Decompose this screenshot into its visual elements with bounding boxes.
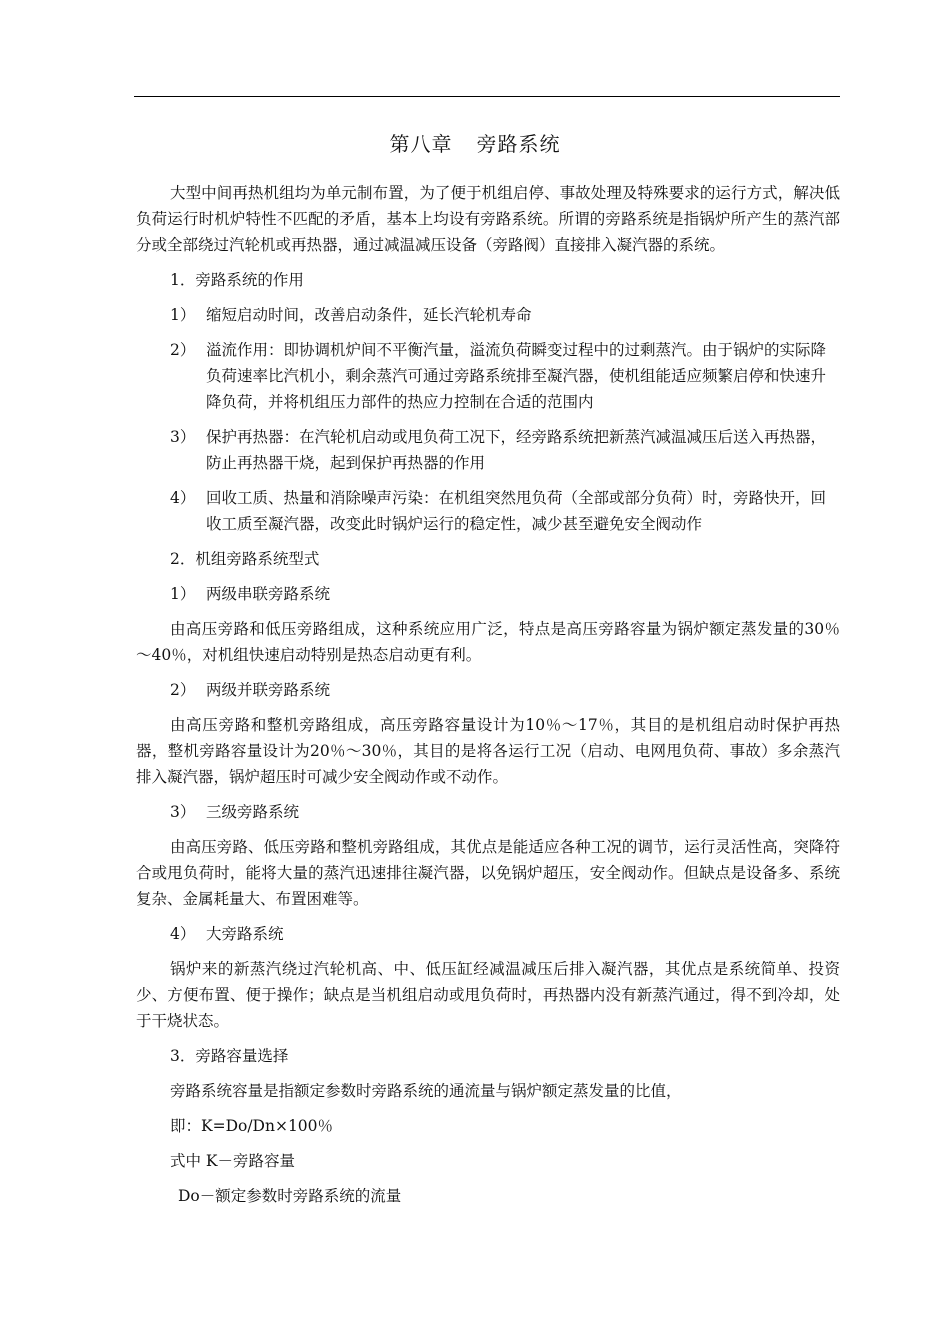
header-rule [134,96,840,97]
section-title: 旁路系统的作用 [195,271,304,289]
item-number: 3） [170,428,196,446]
subsection-paragraph: 由高压旁路、低压旁路和整机旁路组成，其优点是能适应各种工况的调节，运行灵活性高，突降符合或甩负荷时，能将大量的蒸汽迅速排往凝汽器，以免锅炉超压，安全阀动作。但缺点是设备多、系统复杂、金属耗量大、布置困难等。 [136,838,840,908]
subsection-heading [136,677,840,703]
subsection-title: 两级并联旁路系统 [206,681,331,699]
subsection-paragraph: 由高压旁路和低压旁路组成，这种系统应用广泛，特点是高压旁路容量为锅炉额定蒸发量的30％～40％，对机组快速启动特别是热态启动更有利。 [136,620,840,664]
section-number: 1． [170,271,196,289]
section-number: 3． [170,1047,196,1065]
formula: 即：K=Do/Dn×100％ [170,1117,334,1135]
definition-text: 旁路系统容量是指额定参数时旁路系统的通流量与锅炉额定蒸发量的比值， [170,1082,682,1100]
list-item [136,424,840,476]
subsection-heading [136,581,840,607]
item-text: 回收工质、热量和消除噪声污染：在机组突然甩负荷（全部或部分负荷）时，旁路快开，回收工质至凝汽器，改变此时锅炉运行的稳定性，减少甚至避免安全阀动作 [206,489,827,533]
item-number: 2） [170,681,196,699]
section-title: 旁路容量选择 [195,1047,289,1065]
document-body [136,180,840,1218]
subsection-title: 大旁路系统 [206,925,284,943]
item-number: 3） [170,803,196,821]
list-item [136,485,840,537]
subsection-heading [136,921,840,947]
item-text: 溢流作用：即协调机炉间不平衡汽量，溢流负荷瞬变过程中的过剩蒸汽。由于锅炉的实际降负荷速率比汽机小，剩余蒸汽可通过旁路系统排至凝汽器，使机组能适应频繁启停和快速升降负荷，并将机组压力部件的热应力控制在合适的范围内 [206,341,827,411]
item-number: 1） [170,585,196,603]
item-number: 4） [170,489,196,507]
section-2-heading [136,546,840,572]
section-1-heading [136,267,840,293]
list-item [136,337,840,415]
subsection-paragraph: 锅炉来的新蒸汽绕过汽轮机高、中、低压缸经减温减压后排入凝汽器，其优点是系统简单、投资少、方便布置、便于操作；缺点是当机组启动或甩负荷时，再热器内没有新蒸汽通过，得不到冷却，处于干烧状态。 [136,960,840,1030]
chapter-number: 第八章 [389,132,453,156]
item-number: 1） [170,306,196,324]
formula-legend-k: 式中 K－旁路容量 [170,1152,296,1170]
chapter-name: 旁路系统 [476,132,561,156]
item-text: 缩短启动时间，改善启动条件，延长汽轮机寿命 [206,306,532,324]
item-text: 保护再热器：在汽轮机启动或甩负荷工况下，经旁路系统把新蒸汽减温减压后送入再热器，防止再热器干烧，起到保护再热器的作用 [206,428,827,472]
subsection-title: 两级串联旁路系统 [206,585,331,603]
subsection-paragraph: 由高压旁路和整机旁路组成，高压旁路容量设计为10％～17％，其目的是机组启动时保护再热器，整机旁路容量设计为20％～30％，其目的是将各运行工况（启动、电网甩负荷、事故）多余蒸汽排入凝汽器，锅炉超压时可减少安全阀动作或不动作。 [136,716,840,786]
section-title: 机组旁路系统型式 [195,550,320,568]
subsection-title: 三级旁路系统 [206,803,300,821]
chapter-title [0,128,950,157]
item-number: 2） [170,341,196,359]
section-number: 2． [170,550,196,568]
section-3-heading [136,1043,840,1069]
list-item [136,302,840,328]
formula-legend-do: Do－额定参数时旁路系统的流量 [178,1187,402,1205]
item-number: 4） [170,925,196,943]
intro-paragraph: 大型中间再热机组均为单元制布置，为了便于机组启停、事故处理及特殊要求的运行方式，解决低负荷运行时机炉特性不匹配的矛盾，基本上均设有旁路系统。所谓的旁路系统是指锅炉所产生的蒸汽部分或全部绕过汽轮机或再热器，通过减温减压设备（旁路阀）直接排入凝汽器的系统。 [136,184,840,254]
subsection-heading [136,799,840,825]
